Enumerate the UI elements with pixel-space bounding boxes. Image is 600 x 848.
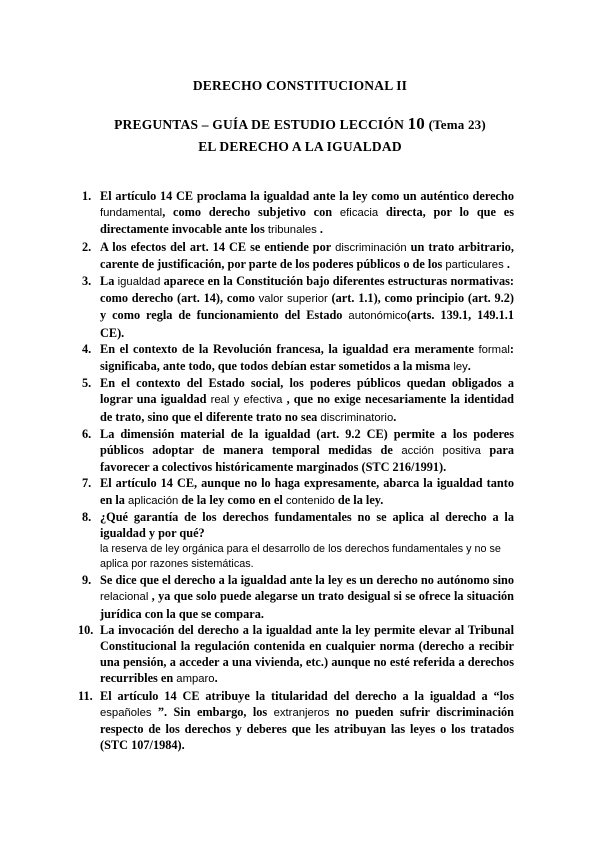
question-item: 1. El artículo 14 CE proclama la igualdad ante la ley como un auténtico derecho fundamental, como derecho subjetivo con eficacia directa, por lo que es directamente invocable ante los tribunales . xyxy=(82,189,515,237)
question-number: 5. xyxy=(82,376,92,391)
question-number: 7. xyxy=(82,476,92,491)
question-number: 2. xyxy=(82,239,92,254)
answer-fill: españoles xyxy=(100,706,152,719)
answer-fill: valor superior xyxy=(258,293,328,306)
answer-fill: autonómico xyxy=(348,310,407,323)
answer-fill: contenido xyxy=(285,494,335,507)
question-item: 3. La igualdad aparece en la Constitución bajo diferentes estructuras normativas: como derecho (art. 14), como valor superior (art. 1.1), como principio (art. 9.2) y como regla de funcionamiento del Estado autonómico(arts. 139.1, 149.1.1 CE). xyxy=(82,274,514,340)
course-title: DERECHO CONSTITUCIONAL II xyxy=(192,78,408,93)
guide-title xyxy=(0,114,600,134)
question-number: 11. xyxy=(78,688,93,703)
question-item: 4. En el contexto de la Revolución francesa, la igualdad era meramente formal: significaba, ante todo, que todos debían estar sometidos a la misma ley. xyxy=(82,341,514,374)
answer-fill: aplicación xyxy=(128,494,179,507)
question-number: 1. xyxy=(82,189,92,203)
question-item: 6. La dimensión material de la igualdad (art. 9.2 CE) permite a los poderes públicos adoptar de manera temporal medidas de acción positiva para favorecer a colectivos históricamente marginados (STC 216/1991). xyxy=(82,426,514,475)
guide-prefix: PREGUNTAS – GUÍA DE ESTUDIO LECCIÓN xyxy=(114,117,405,132)
written-answer: la reserva de ley orgánica para el desarrollo de los derechos fundamentales y no se aplica por razones sistemáticas. xyxy=(100,543,501,571)
question-item: 7. El artículo 14 CE, aunque no lo haga expresamente, abarca la igualdad tanto en la aplicación de la ley como en el contenido de la ley. xyxy=(82,476,514,507)
question-item: 11. El artículo 14 CE atribuye la titularidad del derecho a la igualdad a “los españoles ”. Sin embargo, los extranjeros no pueden sufrir discriminación respecto de los derechos y deberes que les atribuyan las leyes o los tratados (STC 107/1984). xyxy=(78,688,514,753)
answer-fill: igualdad xyxy=(117,276,161,289)
answer-fill: fundamental xyxy=(100,207,163,220)
question-item: 2. A los efectos del art. 14 CE se entiende por discriminación un trato arbitrario, carente de justificación, por parte de los poderes públicos o de los particulares . xyxy=(82,239,515,271)
question-item: 8. ¿Qué garantía de los derechos fundamentales no se aplica al derecho a la igualdad y por qué? la reserva de ley orgánica para el desarrollo de los derechos fundamentales y no se aplica por razones sistemáticas. xyxy=(82,509,514,571)
topic-title: EL DERECHO A LA IGUALDAD xyxy=(198,139,402,154)
tema-label: (Tema 23) xyxy=(428,117,486,132)
question-number: 4. xyxy=(82,341,92,356)
question-item: 9. Se dice que el derecho a la igualdad ante la ley es un derecho no autónomo sino relacional , ya que solo puede alegarse un trato desigual si se ofrece la situación jurídica con la que se compara. xyxy=(82,573,514,621)
answer-fill: extranjeros xyxy=(273,706,330,719)
lesson-number: 10 xyxy=(407,114,426,133)
question-number: 3. xyxy=(82,274,92,289)
answer-fill: relacional xyxy=(100,591,149,604)
answer-fill: real y efectiva xyxy=(210,394,283,407)
answer-fill: acción positiva xyxy=(401,445,481,458)
question-number: 9. xyxy=(82,573,92,588)
answer-fill: eficacia xyxy=(339,207,379,220)
answer-fill: ley xyxy=(453,361,468,374)
answer-fill: tribunales xyxy=(267,224,317,237)
question-number: 10. xyxy=(78,622,94,637)
question-list xyxy=(78,188,515,754)
question-item: 10. La invocación del derecho a la igualdad ante la ley permite elevar al Tribunal Constitucional la regulación contenida en cualquier norma (derecho a recibir una pensión, a acceder a una vivienda, etc.) aunque no esté referida a derechos recurribles en amparo. xyxy=(78,622,514,686)
answer-fill: discriminación xyxy=(335,241,407,254)
question-number: 6. xyxy=(82,426,92,441)
question-number: 8. xyxy=(82,509,92,524)
answer-fill: discriminatorio xyxy=(320,411,394,424)
question-item: 5. En el contexto del Estado social, los poderes públicos quedan obligados a lograr una igualdad real y efectiva , que no exige necesariamente la identidad de trato, sino que el diferente trato no sea discriminatorio. xyxy=(82,376,514,424)
answer-fill: particulares xyxy=(445,258,504,271)
answer-fill: amparo xyxy=(176,673,215,686)
answer-fill: formal xyxy=(478,343,510,356)
